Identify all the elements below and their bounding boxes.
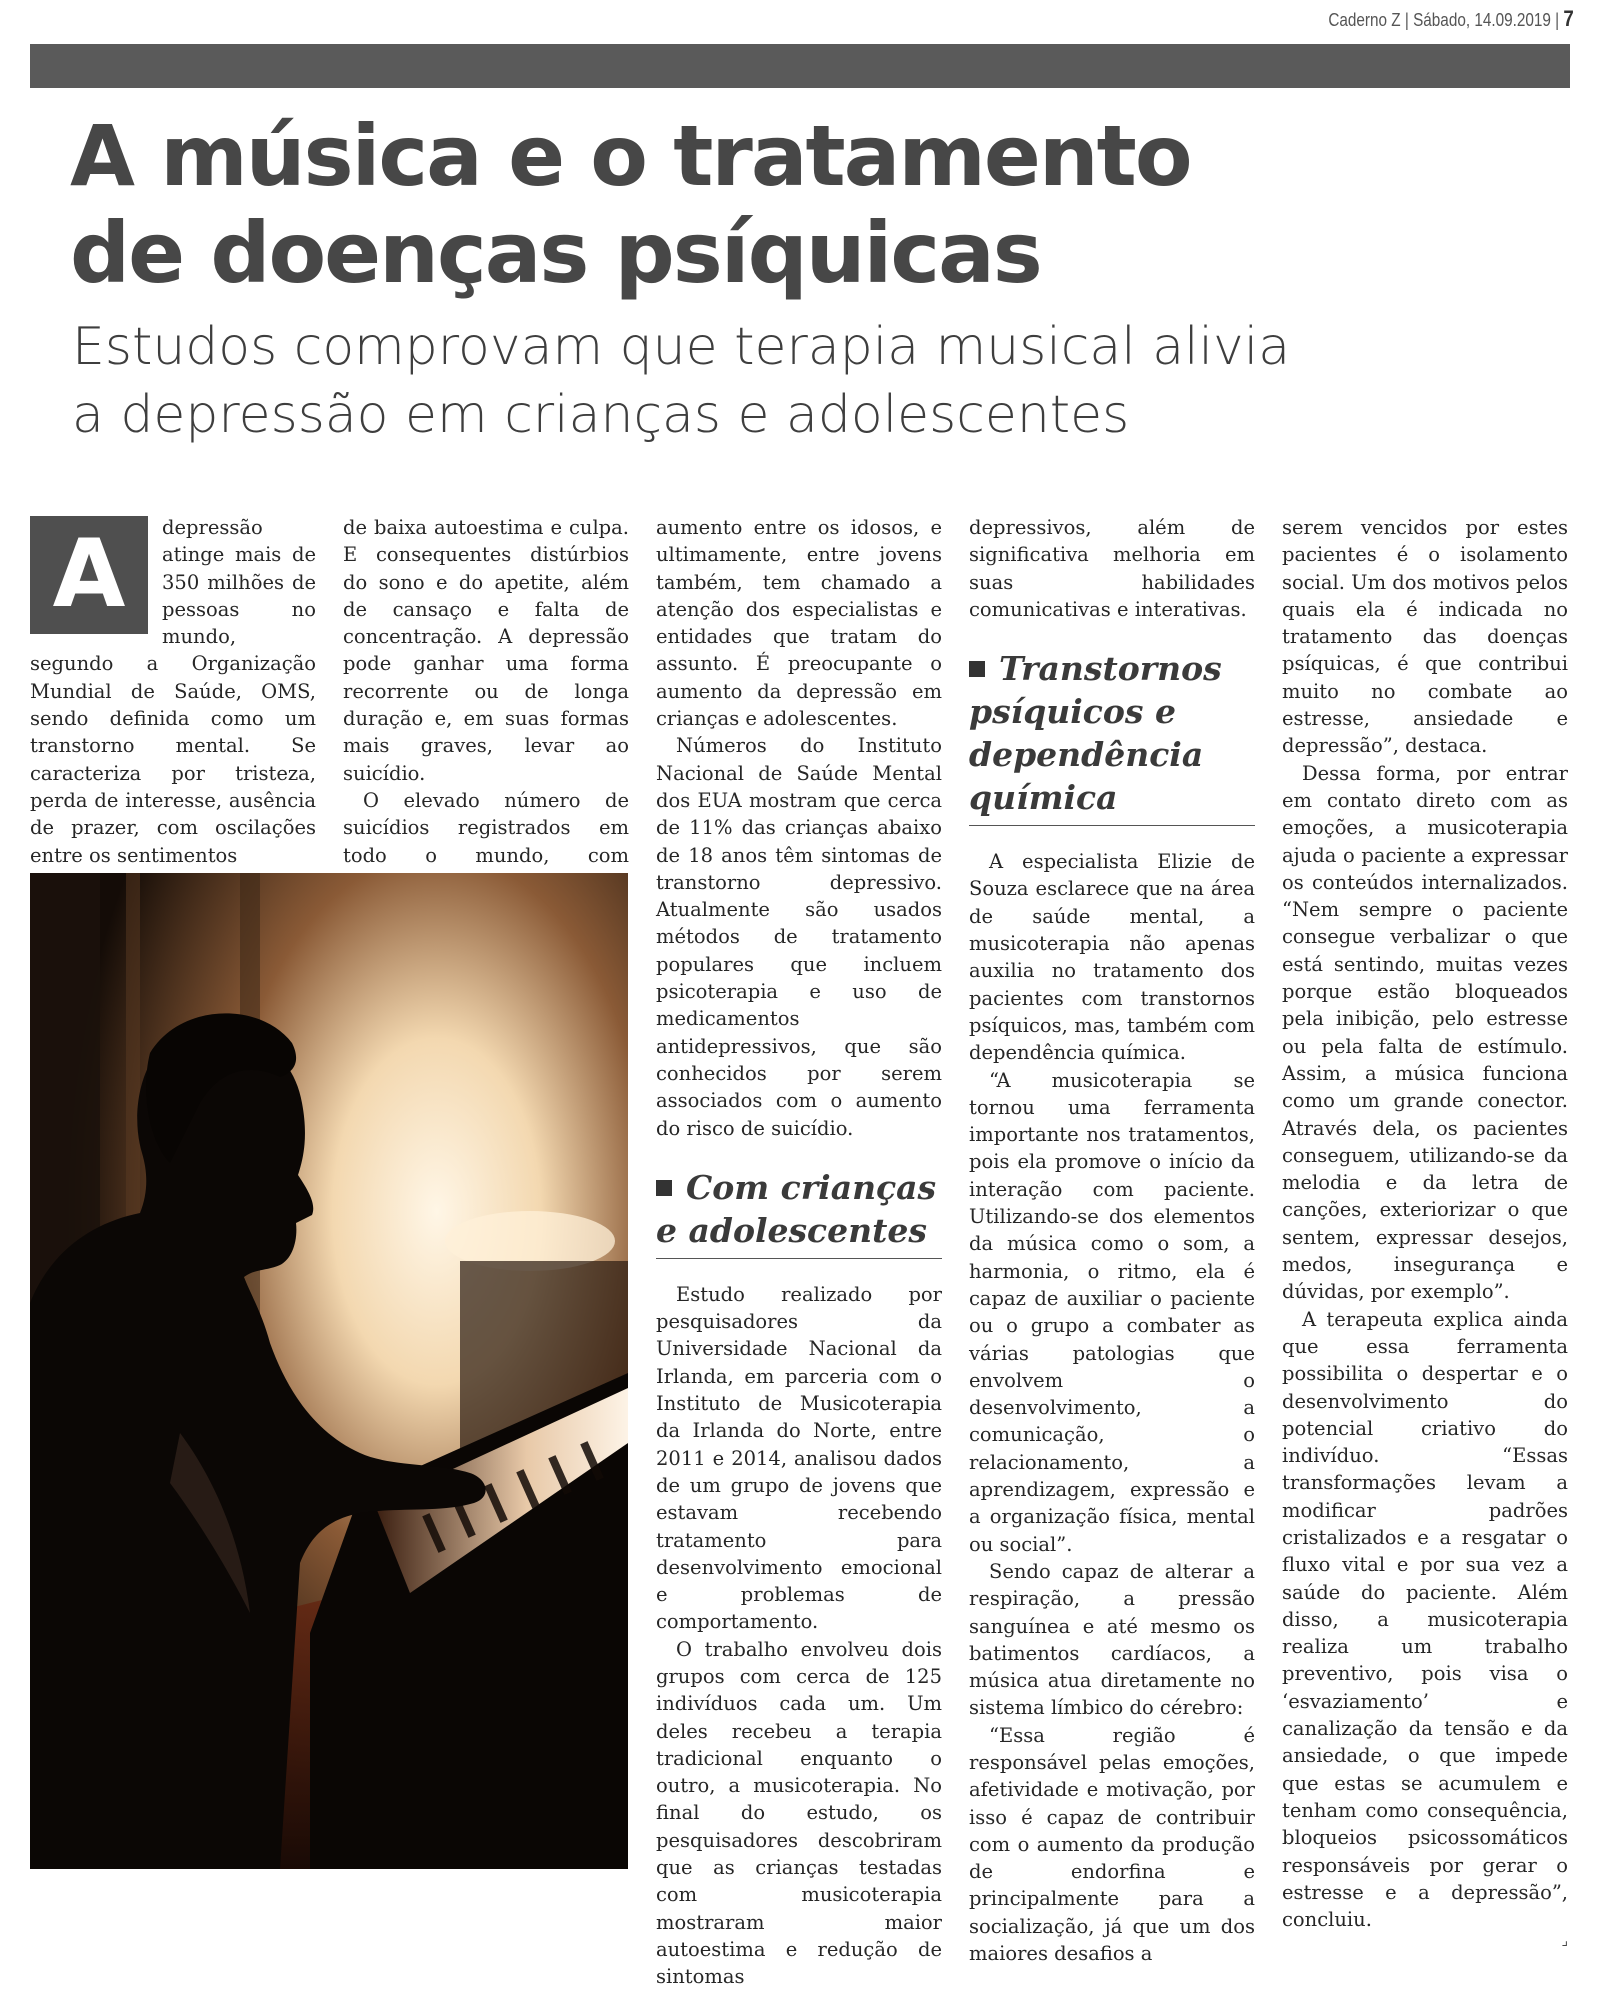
paragraph: serem vencidos por estes pacientes é o isolamento social. Um dos motivos pelos quais ela é indicada no tratamento das doenças psíquicas, é que contribui muito no combate ao estresse, ansiedade e depressão”, destaca.	[1282, 516, 1568, 758]
paragraph: A terapeuta explica ainda que essa ferramenta possibilita o despertar e o desenvolvimento do potencial criativo do indivíduo. “Essas transformações levam a modificar padrões cristalizados e a resgatar o fluxo vital e por sua vez a saúde do paciente. Além disso, a musicoterapia realiza um trabalho preventivo, pois visa o ‘esvaziamento’ e canalização da tensão e da ansiedade, o que impede que estas se acumulem e tenham como consequência, bloqueios psicossomáticos responsáveis por gerar o estresse e a depressão”, concluiu.	[1282, 1307, 1568, 1932]
paragraph: “A musicoterapia se tornou uma ferramenta importante nos tratamentos, pois ela promove o início da interação com paciente. Utilizando-se dos elementos da música como o som, a harmonia, o ritmo, ela é capaz de auxiliar o paciente ou o grupo a combater as várias patologias que envolvem o desenvolvimento, a comunicação, o relacionamento, a aprendizagem, expressão e a organização física, mental ou social”.	[969, 1068, 1255, 1556]
paragraph: A especialista Elizie de Souza esclarece que na área de saúde mental, a musicoterapia não apenas auxilia no tratamento dos pacientes com transtornos psíquicos, mas, também com dependência química.	[969, 850, 1255, 1065]
paragraph: Estudo realizado por pesquisadores da Universidade Nacional da Irlanda, em parceria com o Instituto de Musicoterapia da Irlanda do Norte, entre 2011 e 2014, analisou dados de um grupo de jovens que estavam recebendo tratamento para desenvolvimento emocional e problemas de comportamento.	[656, 1282, 942, 1634]
subheadline-line-1: Estudos comprovam que terapia musical alivia	[72, 317, 1291, 377]
top-bar	[30, 44, 1570, 88]
section-heading-text: Com crianças e adolescentes	[656, 1167, 937, 1250]
paragraph: aumento entre os idosos, e ultimamente, entre jovens também, tem chamado a atenção dos especialistas e entidades que tratam do assunto. É preocupante o aumento da depressão em crianças e adolescentes.	[656, 516, 942, 731]
paragraph: Números do Instituto Nacional de Saúde Mental dos EUA mostram que cerca de 11% das crianças abaixo de 18 anos têm sintomas de transtorno depressivo. Atualmente são usados métodos de tratamento populares que incluem psicoterapia e uso de medicamentos antidepressivos, que são conhecidos por serem associados com o aumento do risco de suicídio.	[656, 734, 942, 1140]
column-4	[969, 514, 1255, 1967]
square-bullet-icon	[656, 1180, 672, 1196]
column-3	[656, 514, 942, 1991]
headline	[70, 108, 1550, 302]
paragraph: “Essa região é responsável pelas emoções, afetividade e motivação, por isso é capaz de contribuir com o aumento da produção de endorfina e principalmente para a socialização, já que um dos maiores desafios a	[969, 1723, 1255, 1966]
paragraph: Dessa forma, por entrar em contato direto com as emoções, a musicoterapia ajuda o paciente a expressar os conteúdos internalizados. “Nem sempre o paciente consegue verbalizar o que está sentindo, muitas vezes porque estão bloqueados pela inibição, pelo estresse ou pela falta de estímulo. Assim, a música funciona como um grande conector. Através dela, os pacientes conseguem, utilizando-se da melodia e da letra de canções, exteriorizar o que sentem, expressar desejos, medos, insegurança e dúvidas, por exemplo”.	[1282, 761, 1568, 1304]
paragraph: O elevado número de suicídios registrados em todo o mundo, com	[343, 788, 629, 867]
subheadline	[72, 313, 1552, 449]
subheadline-line-2: a depressão em crianças e adolescentes	[72, 385, 1130, 445]
piano-silhouette-image	[30, 873, 628, 1869]
folio	[1329, 6, 1574, 32]
paragraph: O trabalho envolveu dois grupos com cerca de 125 indivíduos cada um. Um deles recebeu a terapia tradicional enquanto o outro, a musicoterapia. No final do estudo, os pesquisadores descobriram que as crianças testadas com musicoterapia mostraram maior autoestima e redução de sintomas	[656, 1637, 942, 1989]
paragraph: de baixa autoestima e culpa. E consequentes distúrbios do sono e do apetite, além de cansaço e falta de concentração. A depressão pode ganhar uma forma recorrente ou de longa duração e, em suas formas mais graves, levar ao suicídio.	[343, 516, 629, 785]
square-bullet-icon	[969, 661, 985, 677]
headline-line-1: A música e o tratamento	[70, 107, 1191, 205]
section-heading-text: Transtornos psíquicos e dependência química	[969, 649, 1222, 818]
headline-line-2: de doenças psíquicas	[70, 204, 1041, 302]
folio-section: Caderno Z | Sábado, 14.09.2019 |	[1328, 10, 1560, 30]
column-1	[30, 514, 316, 869]
column-5	[1282, 514, 1568, 1950]
section-heading-criancas	[656, 1166, 942, 1259]
paragraph: depressivos, além de significativa melhoria em suas habilidades comunicativas e interativas.	[969, 516, 1255, 621]
section-heading-transtornos	[969, 647, 1255, 826]
end-mark: ⌟	[1561, 1933, 1568, 1950]
drop-cap: A	[30, 516, 148, 634]
paragraph: depressão atinge mais de 350 milhões de pessoas no mundo, segundo a Organização Mundial de Saúde, OMS, sendo definida como um transtorno mental. Se caracteriza por tristeza, perda de interesse, ausência de prazer, com oscilações entre os sentimentos	[30, 516, 316, 867]
page-number: 7	[1563, 6, 1574, 31]
column-2	[343, 514, 629, 896]
photo-boy-piano	[30, 873, 628, 1869]
paragraph: Sendo capaz de alterar a respiração, a pressão sanguínea e até mesmo os batimentos cardíacos, a música atua diretamente no sistema límbico do cérebro:	[969, 1559, 1255, 1720]
